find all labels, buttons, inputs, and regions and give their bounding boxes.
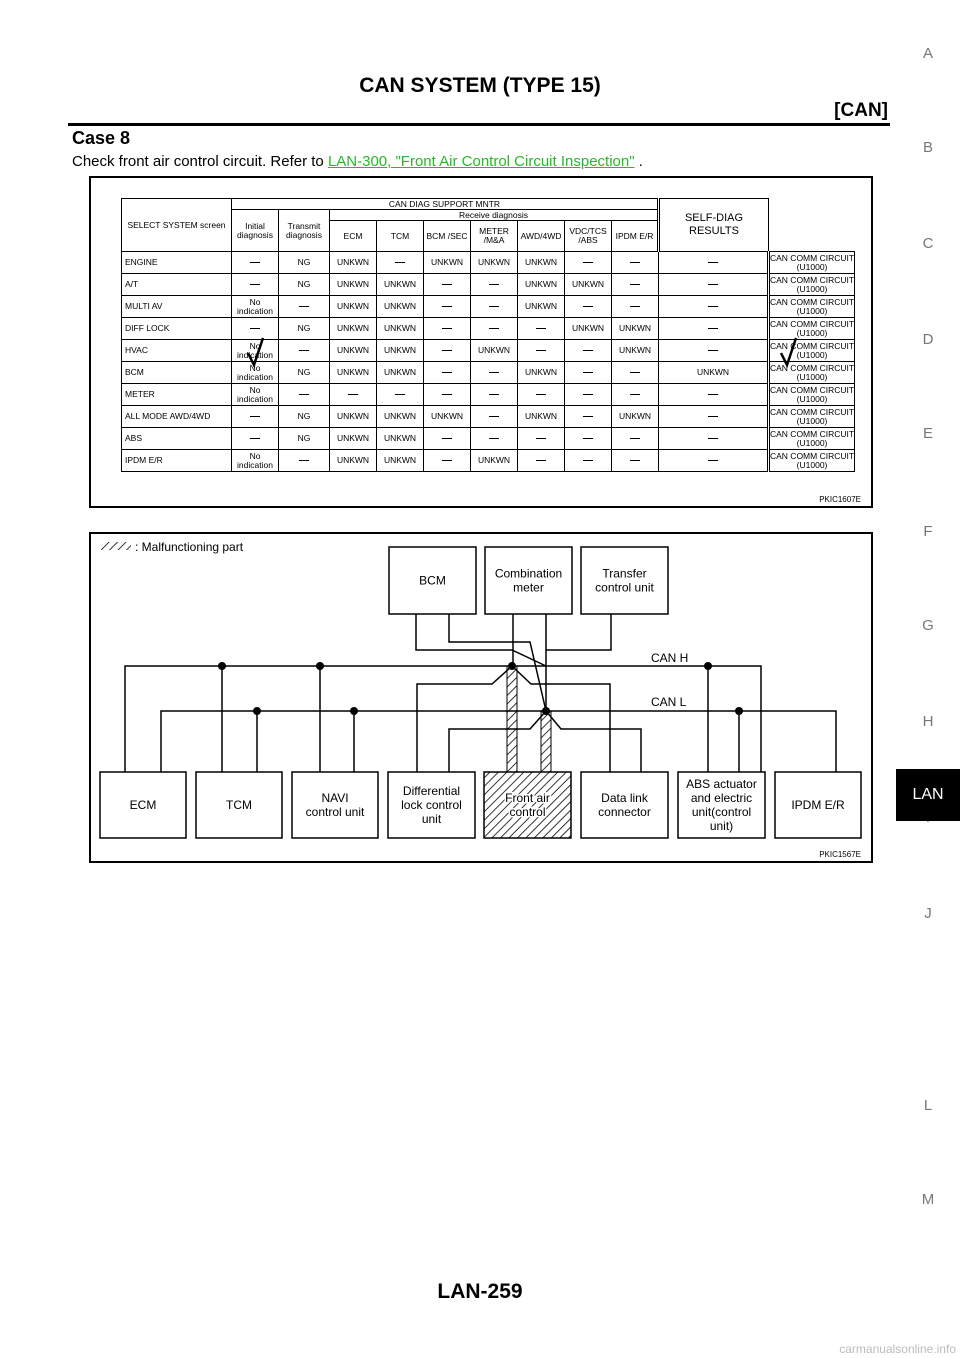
row-cell: — [612, 362, 659, 384]
unit-meter [485, 547, 572, 614]
result-code: (U1000) [796, 327, 828, 338]
unit-label: unit(control [691, 805, 752, 819]
row-cell: — [471, 384, 518, 406]
unit-navi [292, 772, 378, 838]
row-cell: — [659, 318, 769, 340]
result-text: CAN COMM CIRCUIT [770, 406, 855, 417]
row-cell: — [659, 340, 769, 362]
row-cell: — [659, 384, 769, 406]
row-cell: — [424, 296, 471, 318]
row-cell: — [279, 450, 330, 472]
row-cell: No indication [232, 384, 279, 406]
row-cell: UNKWN [377, 428, 424, 450]
transmit-diagnosis-header: Transmit diagnosis [279, 210, 330, 252]
can-wires [125, 614, 836, 772]
result-text: CAN COMM CIRCUIT [770, 428, 855, 439]
row-cell: — [424, 274, 471, 296]
unit-label: IPDM E/R [791, 798, 845, 812]
result-code: (U1000) [796, 437, 828, 448]
row-cell: — [471, 406, 518, 428]
instruction [72, 153, 643, 170]
row-cell: — [612, 274, 659, 296]
row-cell: No indication [232, 340, 279, 362]
row-cell: — [518, 428, 565, 450]
row-cell: UNKWN [518, 252, 565, 274]
unit-label: unit) [709, 819, 734, 833]
unit-label: lock control [401, 798, 462, 812]
row-cell: No indication [232, 450, 279, 472]
side-tab-g[interactable]: G [922, 617, 934, 634]
inspection-link[interactable]: LAN-300, "Front Air Control Circuit Inspection" [327, 153, 635, 170]
row-cell: UNKWN [377, 318, 424, 340]
row-cell: — [565, 296, 612, 318]
unit-bcm [389, 547, 476, 614]
row-cell: UNKWN [330, 362, 377, 384]
row-cell: UNKWN [518, 362, 565, 384]
row-cell: — [232, 406, 279, 428]
row-cell: — [279, 296, 330, 318]
row-system: ALL MODE AWD/4WD [122, 406, 232, 428]
row-cell: — [565, 450, 612, 472]
row-cell: — [659, 428, 769, 450]
row-cell: — [565, 252, 612, 274]
result-code: (U1000) [796, 305, 828, 316]
result-text: CAN COMM CIRCUIT [770, 274, 855, 285]
receive-col-header: ECM [330, 221, 377, 252]
side-tab-a[interactable]: A [922, 45, 933, 62]
receive-col-header: METER /M&A [471, 221, 518, 252]
watermark: carmanualsonline.info [839, 1342, 956, 1356]
result-text: CAN COMM CIRCUIT [770, 362, 855, 373]
row-cell: UNKWN [612, 318, 659, 340]
row-cell: UNKWN [565, 318, 612, 340]
row-cell: UNKWN [424, 406, 471, 428]
row-cell: UNKWN [377, 340, 424, 362]
result-code: (U1000) [796, 393, 828, 404]
row-cell: — [424, 450, 471, 472]
row-cell: UNKWN [377, 274, 424, 296]
row-cell: NG [279, 406, 330, 428]
row-cell: UNKWN [330, 406, 377, 428]
legend-hatch-swatch [101, 542, 131, 550]
row-cell: UNKWN [518, 274, 565, 296]
row-cell: NG [279, 318, 330, 340]
can-diag-group-header: CAN DIAG SUPPORT MNTR [232, 199, 659, 210]
row-cell: — [232, 428, 279, 450]
unit-abs [678, 772, 765, 838]
row-cell: UNKWN [424, 252, 471, 274]
row-cell: — [471, 362, 518, 384]
row-cell: — [565, 406, 612, 428]
row-cell: UNKWN [659, 362, 769, 384]
header-rule [68, 123, 890, 126]
result-code: (U1000) [796, 415, 828, 426]
row-system: A/T [122, 274, 232, 296]
row-cell: UNKWN [330, 274, 377, 296]
row-cell: UNKWN [330, 428, 377, 450]
result-text: CAN COMM CIRCUIT [770, 318, 855, 329]
side-tab-d[interactable]: D [922, 331, 934, 348]
row-cell: No indication [232, 296, 279, 318]
result-text: CAN COMM CIRCUIT [770, 384, 855, 395]
row-cell: No indication [232, 362, 279, 384]
row-cell: UNKWN [330, 318, 377, 340]
side-tab-l[interactable]: L [923, 1097, 933, 1114]
receive-col-header: BCM /SEC [424, 221, 471, 252]
receive-diagnosis-header: Receive diagnosis [330, 210, 659, 221]
can-wiring-figure [89, 532, 873, 863]
unit-label: ECM [129, 798, 157, 812]
result-code: (U1000) [796, 283, 828, 294]
row-cell: — [424, 318, 471, 340]
row-cell: — [424, 362, 471, 384]
unit-label: meter [513, 580, 544, 595]
section-tag: [CAN] [834, 100, 888, 121]
row-cell: UNKWN [330, 450, 377, 472]
row-cell: UNKWN [377, 406, 424, 428]
row-cell: UNKWN [471, 340, 518, 362]
row-cell: — [565, 362, 612, 384]
check-mark-icon [248, 338, 263, 365]
row-cell: UNKWN [330, 252, 377, 274]
unit-dlc [581, 772, 668, 838]
unit-ipdm [775, 772, 861, 838]
side-tab-f[interactable]: F [923, 523, 933, 540]
select-system-header: SELECT SYSTEM screen [122, 199, 232, 252]
row-cell: UNKWN [330, 296, 377, 318]
legend-text: : Malfunctioning part [135, 540, 244, 554]
receive-col-header: AWD/4WD [518, 221, 565, 252]
result-code: (U1000) [796, 261, 828, 272]
unit-label: Transfer [602, 566, 647, 581]
row-cell: — [659, 274, 769, 296]
unit-label: BCM [419, 573, 446, 588]
row-cell: — [565, 428, 612, 450]
unit-label: control [509, 805, 546, 819]
row-system: METER [122, 384, 232, 406]
result-text: CAN COMM CIRCUIT [770, 252, 855, 263]
unit-label: control unit [305, 805, 365, 819]
can-diag-figure [89, 176, 873, 508]
receive-col-header: IPDM E/R [612, 221, 659, 252]
row-system: BCM [122, 362, 232, 384]
unit-boxes [100, 547, 861, 838]
side-tab-m[interactable]: M [921, 1191, 935, 1208]
receive-col-header: VDC/TCS /ABS [565, 221, 612, 252]
unit-ecm [100, 772, 186, 838]
case-title: Case 8 [72, 128, 131, 148]
row-cell: UNKWN [330, 340, 377, 362]
row-cell: — [518, 318, 565, 340]
row-cell: — [518, 340, 565, 362]
result-text: CAN COMM CIRCUIT [770, 296, 855, 307]
row-system: IPDM E/R [122, 450, 232, 472]
unit-label: control unit [595, 580, 654, 595]
side-tab-lan[interactable]: LAN [896, 769, 960, 821]
unit-label: Differential [402, 784, 461, 798]
row-cell: — [518, 450, 565, 472]
side-tab-c[interactable]: C [922, 235, 934, 252]
row-cell: UNKWN [377, 296, 424, 318]
unit-label: Data link [601, 791, 648, 805]
side-tab-j[interactable]: J [924, 905, 932, 922]
unit-tcm [196, 772, 282, 838]
row-cell: — [471, 274, 518, 296]
result-text: CAN COMM CIRCUIT [770, 450, 855, 461]
instruction-prefix: Check front air control circuit. Refer to [72, 153, 328, 170]
can-h-label: CAN H [651, 651, 689, 665]
unit-label: NAVI [321, 791, 349, 805]
row-cell: — [424, 384, 471, 406]
unit-label: TCM [226, 798, 252, 812]
row-cell: — [659, 406, 769, 428]
side-tab-e[interactable]: E [922, 425, 933, 442]
figure-code: PKIC1567E [819, 850, 861, 859]
malfunction-wire-l [541, 711, 551, 772]
row-cell: — [518, 384, 565, 406]
unit-label: Combination [494, 566, 563, 581]
row-cell: — [659, 296, 769, 318]
row-system: MULTI AV [122, 296, 232, 318]
row-cell: — [471, 428, 518, 450]
unit-diff [388, 772, 475, 838]
can-l-label: CAN L [651, 695, 687, 709]
self-diag-results-header: SELF-DIAG RESULTS [659, 199, 769, 252]
unit-label: ABS actuator [686, 777, 757, 791]
unit-front_air [484, 772, 571, 838]
unit-label: and electric [690, 791, 753, 805]
receive-col-header: TCM [377, 221, 424, 252]
row-cell: — [471, 318, 518, 340]
row-cell: UNKWN [518, 296, 565, 318]
side-tab-b[interactable]: B [922, 139, 933, 156]
row-system: ABS [122, 428, 232, 450]
row-cell: — [659, 252, 769, 274]
check-mark-icon [781, 338, 796, 365]
unit-label: Front air [505, 791, 550, 805]
result-code: (U1000) [796, 459, 828, 470]
row-cell: NG [279, 274, 330, 296]
row-cell: — [565, 384, 612, 406]
row-cell: UNKWN [377, 362, 424, 384]
row-cell: — [424, 428, 471, 450]
unit-label: connector [598, 805, 651, 819]
row-cell: — [424, 340, 471, 362]
figure-code: PKIC1607E [819, 495, 861, 504]
page-title: CAN SYSTEM (TYPE 15) [359, 74, 601, 97]
row-system: HVAC [122, 340, 232, 362]
row-cell: UNKWN [518, 406, 565, 428]
initial-diagnosis-header: Initial diagnosis [232, 210, 279, 252]
malfunction-wire-h [507, 666, 517, 772]
check-marks [91, 178, 871, 506]
row-cell: — [377, 252, 424, 274]
row-cell: NG [279, 252, 330, 274]
row-cell: — [377, 384, 424, 406]
row-system: ENGINE [122, 252, 232, 274]
row-cell: — [279, 384, 330, 406]
row-cell: — [279, 340, 330, 362]
row-cell: — [471, 296, 518, 318]
row-cell: — [565, 340, 612, 362]
row-cell: — [232, 274, 279, 296]
row-cell: NG [279, 362, 330, 384]
row-cell: — [330, 384, 377, 406]
row-cell: — [232, 318, 279, 340]
unit-label: unit [421, 812, 442, 826]
row-cell: — [612, 252, 659, 274]
result-code: (U1000) [796, 371, 828, 382]
row-cell: — [232, 252, 279, 274]
instruction-suffix: . [634, 153, 643, 170]
can-wiring-diagram [91, 534, 871, 861]
row-cell: UNKWN [471, 450, 518, 472]
row-cell: UNKWN [612, 406, 659, 428]
row-cell: UNKWN [565, 274, 612, 296]
row-cell: — [612, 450, 659, 472]
row-cell: — [659, 450, 769, 472]
row-cell: — [612, 384, 659, 406]
unit-transfer [581, 547, 668, 614]
page-number: LAN-259 [437, 1280, 523, 1303]
side-tab-h[interactable]: H [922, 713, 934, 730]
row-cell: NG [279, 428, 330, 450]
row-cell: UNKWN [377, 450, 424, 472]
row-cell: UNKWN [471, 252, 518, 274]
result-code: (U1000) [796, 349, 828, 360]
result-text: CAN COMM CIRCUIT [770, 340, 855, 351]
row-cell: — [612, 428, 659, 450]
row-cell: UNKWN [612, 340, 659, 362]
row-system: DIFF LOCK [122, 318, 232, 340]
row-cell: — [612, 296, 659, 318]
